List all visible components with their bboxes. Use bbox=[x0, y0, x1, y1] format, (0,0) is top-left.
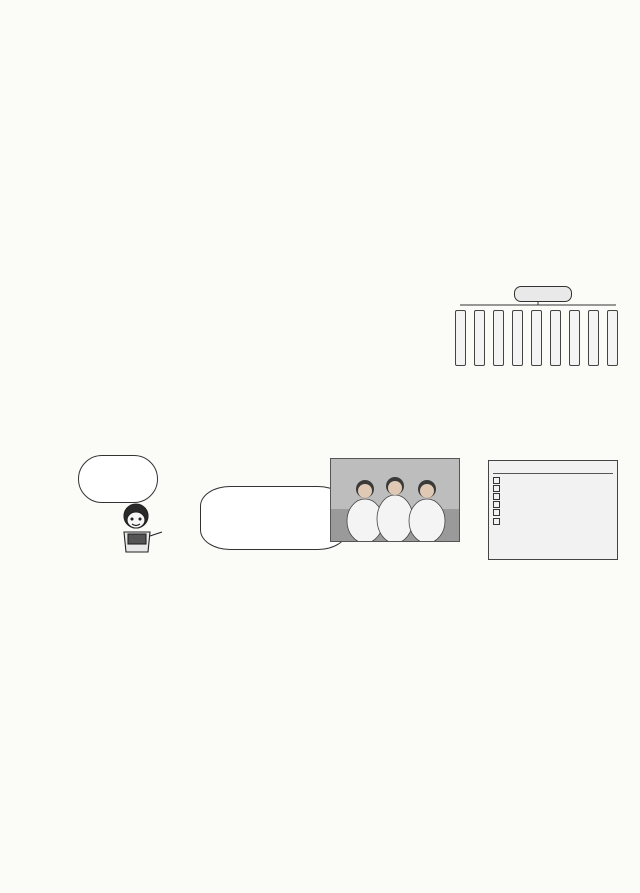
timeline-item bbox=[455, 310, 466, 366]
sample-answer bbox=[50, 646, 620, 659]
intro-line bbox=[66, 88, 616, 101]
section-heading bbox=[300, 440, 600, 453]
essay-prompt bbox=[50, 765, 620, 778]
name-line bbox=[50, 420, 620, 433]
essay-prompt bbox=[50, 753, 620, 766]
timeline-item bbox=[588, 310, 599, 366]
writing-tips bbox=[50, 828, 620, 841]
astronaut-figures bbox=[331, 459, 459, 541]
task-item bbox=[493, 509, 613, 517]
tasks-title bbox=[493, 464, 613, 474]
checkbox-icon bbox=[493, 518, 500, 525]
intro-line bbox=[66, 101, 616, 114]
reading-lead bbox=[50, 267, 620, 280]
sub-question-text bbox=[50, 141, 620, 154]
timeline-item bbox=[569, 310, 580, 366]
mission-tasks-box bbox=[488, 460, 618, 560]
intro-line bbox=[66, 51, 616, 64]
question-17 bbox=[50, 740, 620, 841]
checkbox-icon bbox=[493, 485, 500, 492]
question-stem bbox=[50, 129, 620, 142]
sub-question-text bbox=[50, 683, 620, 696]
sample-answer bbox=[50, 595, 620, 608]
history-line bbox=[50, 319, 448, 332]
intro-line bbox=[66, 63, 616, 76]
timeline-item bbox=[474, 310, 485, 366]
sample-answer bbox=[50, 179, 620, 192]
question-15 bbox=[50, 116, 620, 280]
intro-line bbox=[66, 38, 616, 51]
checkbox-icon bbox=[493, 501, 500, 508]
bullet-item bbox=[50, 229, 620, 242]
timeline-title bbox=[514, 286, 572, 302]
sub-question-text bbox=[50, 671, 620, 684]
sub-question-text bbox=[50, 620, 620, 633]
timeline-item bbox=[607, 310, 618, 366]
task-item bbox=[493, 517, 613, 525]
checkbox-icon bbox=[493, 477, 500, 484]
history-line bbox=[50, 356, 448, 369]
checkbox-icon bbox=[493, 493, 500, 500]
bullet-item bbox=[50, 242, 620, 255]
task-item bbox=[493, 476, 613, 484]
timeline-item bbox=[512, 310, 523, 366]
question-16 bbox=[50, 570, 620, 734]
timeline-diagram bbox=[452, 286, 624, 370]
speech-bubble bbox=[78, 455, 158, 503]
sub-question-text bbox=[50, 192, 620, 205]
poster-bubble bbox=[200, 486, 348, 550]
name-line bbox=[50, 383, 620, 396]
writing-tips bbox=[50, 816, 620, 829]
intro-line bbox=[66, 76, 616, 89]
astronaut-photo bbox=[330, 458, 460, 542]
name-line bbox=[50, 395, 620, 408]
timeline-item bbox=[550, 310, 561, 366]
task-item bbox=[493, 492, 613, 500]
history-line bbox=[50, 344, 448, 357]
section-heading bbox=[50, 370, 620, 383]
sample-answer bbox=[50, 658, 620, 671]
section-heading bbox=[50, 306, 448, 319]
reading-intro bbox=[50, 255, 620, 268]
timeline-item bbox=[531, 310, 542, 366]
timeline-item bbox=[493, 310, 504, 366]
sample-answer bbox=[50, 608, 620, 621]
essay-topic bbox=[50, 803, 620, 816]
task-item bbox=[493, 484, 613, 492]
essay-topic bbox=[50, 790, 620, 803]
sub-question-text bbox=[50, 696, 620, 709]
writing-tips bbox=[50, 721, 620, 734]
task-item bbox=[493, 501, 613, 509]
sample-answer bbox=[50, 166, 620, 179]
bullet-item bbox=[50, 217, 620, 230]
checkbox-icon bbox=[493, 509, 500, 516]
intro-passage bbox=[66, 38, 616, 114]
name-line bbox=[50, 408, 620, 421]
history-line bbox=[50, 331, 448, 344]
